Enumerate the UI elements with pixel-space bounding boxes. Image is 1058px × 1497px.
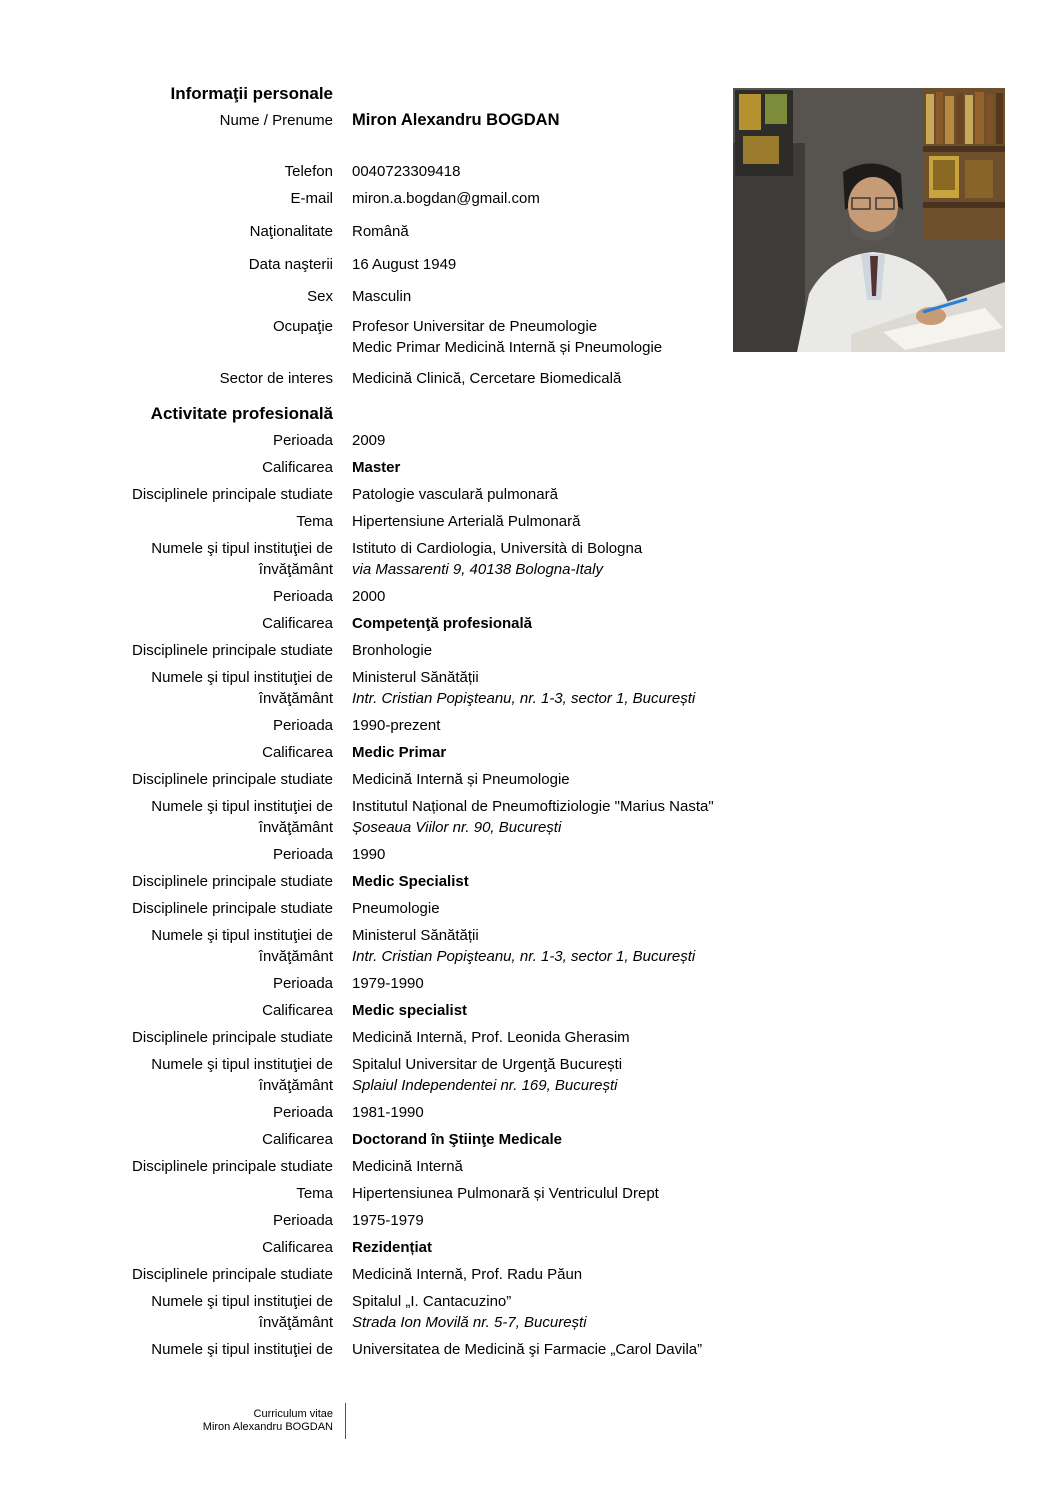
row-value [333,1102,1058,1123]
row-value-line: Medicină Internă [352,1158,463,1175]
row-value [333,1054,1058,1096]
cv-row [0,667,1058,709]
row-value [333,538,1058,580]
row-label-line: Nume / Prenume [219,112,333,129]
row-label [0,1102,333,1123]
row-value [333,1339,1058,1360]
row-value [333,1156,1058,1177]
row-value-line: Intr. Cristian Popişteanu, nr. 1-3, sector 1, București [352,690,696,707]
row-value-line: Pneumologie [352,900,440,917]
row-label [0,511,333,532]
row-value-line: Română [352,223,409,240]
row-value-line: miron.a.bogdan@gmail.com [352,190,540,207]
row-label [0,925,333,967]
footer-author-name: Miron Alexandru BOGDAN [202,1420,333,1433]
cv-row [0,769,1058,790]
row-value [333,925,1058,967]
cv-row [0,1129,1058,1150]
row-value-line: Strada Ion Movilă nr. 5-7, București [352,1314,587,1331]
row-label-line: Data naşterii [248,256,333,273]
row-label [0,1000,333,1021]
row-value [333,511,1058,532]
row-value-line: Medicină Clinică, Cercetare Biomedicală [352,370,622,387]
row-value-line: Profesor Universitar de Pneumologie [352,318,598,335]
row-value-line: 0040723309418 [352,163,461,180]
cv-row [0,898,1058,919]
row-label [0,742,333,763]
row-label-line: învăţământ [258,1077,333,1094]
row-label-line: Ocupaţie [272,318,333,335]
cv-row [0,1183,1058,1204]
row-label-line: învăţământ [258,1314,333,1331]
row-label [0,286,333,307]
row-value [333,769,1058,790]
row-value [333,484,1058,505]
row-value-line: Medic Specialist [352,873,469,890]
section-heading-spacer [333,402,1058,425]
cv-row [0,925,1058,967]
row-value [333,796,1058,838]
row-label [0,769,333,790]
row-label [0,796,333,838]
row-value-line: Hipertensiune Arterială Pulmonară [352,513,581,530]
row-label-line: Numele şi tipul instituţiei de [151,927,333,944]
row-value-line: Bronhologie [352,642,433,659]
row-label [0,161,333,182]
row-value-line: Medicină Internă, Prof. Radu Păun [352,1266,583,1283]
cv-row [0,613,1058,634]
row-value-line: Istituto di Cardiologia, Università di Bologna [352,540,643,557]
row-label [0,586,333,607]
row-label [0,1054,333,1096]
row-value-line: Medic Primar Medicină Internă și Pneumologie [352,339,663,356]
row-value [333,844,1058,865]
cv-row [0,640,1058,661]
row-label-line: Perioada [272,1212,333,1229]
row-value-line: 2000 [352,588,386,605]
row-value-line: Hipertensiunea Pulmonară și Ventriculul Drept [352,1185,659,1202]
row-label [0,254,333,275]
row-label [0,667,333,709]
row-label-line: Disciplinele principale studiate [132,873,333,890]
row-value-line: via Massarenti 9, 40138 Bologna-Italy [352,561,603,578]
row-label-line: Calificarea [262,459,333,476]
row-value-line: Patologie vasculară pulmonară [352,486,558,503]
row-value-line: Doctorand în Ştiinţe Medicale [352,1131,563,1148]
row-value-line: 2009 [352,432,386,449]
row-label-line: Numele şi tipul instituţiei de [151,540,333,557]
section-professional-activity [0,402,1058,1360]
row-value-line: Intr. Cristian Popişteanu, nr. 1-3, sector 1, București [352,948,696,965]
row-label-line: Disciplinele principale studiate [132,486,333,503]
row-value [333,973,1058,994]
row-label-line: Telefon [284,163,333,180]
section-heading-row [0,402,1058,425]
row-value-line: Universitatea de Medicină şi Farmacie „Carol Davila” [352,1341,703,1358]
row-label [0,110,333,131]
row-label [0,1183,333,1204]
row-label-line: Calificarea [262,744,333,761]
row-value-line: Șoseaua Viilor nr. 90, București [352,819,562,836]
row-value [333,1291,1058,1333]
row-value-line: Institutul Național de Pneumoftiziologie "Marius Nasta" [352,798,714,815]
cv-row [0,1054,1058,1096]
page-footer [0,1403,346,1439]
cv-row [0,742,1058,763]
row-value [333,1237,1058,1258]
row-value-line: Medicină Internă și Pneumologie [352,771,570,788]
row-value-line: 1981-1990 [352,1104,424,1121]
row-value-line: 1979-1990 [352,975,424,992]
row-value [333,640,1058,661]
row-value [333,871,1058,892]
row-label-line: Perioada [272,588,333,605]
row-label [0,844,333,865]
cv-row [0,368,1058,389]
row-label [0,1339,333,1360]
cv-row [0,538,1058,580]
row-value [333,667,1058,709]
row-label-line: Tema [296,1185,333,1202]
cv-row [0,457,1058,478]
row-value [333,715,1058,736]
row-value [333,742,1058,763]
cv-row [0,511,1058,532]
footer-divider [345,1403,346,1439]
row-value-line: 1990-prezent [352,717,441,734]
row-value [333,1129,1058,1150]
profile-photo [733,88,1005,352]
row-label [0,715,333,736]
row-value-line: Spitalul „I. Cantacuzino” [352,1293,512,1310]
cv-row [0,1210,1058,1231]
row-label-line: Disciplinele principale studiate [132,1029,333,1046]
row-value-line: Rezidențiat [352,1239,433,1256]
row-label [0,1264,333,1285]
cv-row [0,871,1058,892]
row-label [0,640,333,661]
cv-row [0,844,1058,865]
row-label [0,1291,333,1333]
cv-row [0,1102,1058,1123]
row-value [333,1000,1058,1021]
row-label-line: Sex [307,288,333,305]
row-label [0,1129,333,1150]
row-value-line: Miron Alexandru BOGDAN [352,111,560,129]
row-label-line: Disciplinele principale studiate [132,1266,333,1283]
row-value-line: Medic Primar [352,744,447,761]
row-label-line: Perioada [272,717,333,734]
cv-row [0,586,1058,607]
row-label-line: Numele şi tipul instituţiei de [151,1293,333,1310]
section-title: Activitate profesională [150,404,333,423]
row-label-line: Calificarea [262,1131,333,1148]
row-label-line: Disciplinele principale studiate [132,771,333,788]
row-label [0,316,333,358]
row-label [0,221,333,242]
cv-row [0,1000,1058,1021]
row-label-line: Perioada [272,1104,333,1121]
row-label-line: Disciplinele principale studiate [132,1158,333,1175]
row-value [333,613,1058,634]
row-value-line: Masculin [352,288,412,305]
row-label-line: Tema [296,513,333,530]
row-label [0,871,333,892]
footer-text [0,1403,333,1433]
row-label-line: Sector de interes [219,370,333,387]
row-value [333,586,1058,607]
footer-doc-type: Curriculum vitae [253,1408,333,1420]
row-value-line: Medic specialist [352,1002,468,1019]
row-label-line: Perioada [272,432,333,449]
cv-row [0,1339,1058,1360]
row-label [0,1156,333,1177]
row-value [333,457,1058,478]
cv-row [0,1156,1058,1177]
row-label-line: Naţionalitate [249,223,333,240]
row-label [0,538,333,580]
row-label-line: Calificarea [262,1239,333,1256]
row-value-line: Spitalul Universitar de Urgenţă București [352,1056,623,1073]
cv-row [0,796,1058,838]
row-label-line: Numele şi tipul instituţiei de [151,1341,333,1358]
row-label-line: învăţământ [258,690,333,707]
row-value [333,1210,1058,1231]
cv-row [0,715,1058,736]
row-value-line: 16 August 1949 [352,256,457,273]
row-label-line: Numele şi tipul instituţiei de [151,798,333,815]
row-value-line: Medicină Internă, Prof. Leonida Gherasim [352,1029,630,1046]
row-label [0,484,333,505]
row-label [0,613,333,634]
row-value [333,1264,1058,1285]
cv-row [0,1264,1058,1285]
row-label-line: E-mail [290,190,333,207]
row-value-line: 1990 [352,846,386,863]
cv-row [0,973,1058,994]
row-label [0,368,333,389]
row-label-line: Perioada [272,846,333,863]
row-value-line: 1975-1979 [352,1212,424,1229]
row-label [0,188,333,209]
row-label-line: Calificarea [262,1002,333,1019]
row-value [333,1027,1058,1048]
row-label-line: Numele şi tipul instituţiei de [151,669,333,686]
cv-row [0,484,1058,505]
row-value-line: Ministerul Sănătății [352,669,479,686]
section-title: Informaţii personale [170,84,333,103]
row-label-line: Numele şi tipul instituţiei de [151,1056,333,1073]
cv-row [0,1291,1058,1333]
row-label [0,1027,333,1048]
row-value-line: Ministerul Sănătății [352,927,479,944]
row-label-line: învăţământ [258,819,333,836]
row-label [0,457,333,478]
row-label-line: învăţământ [258,948,333,965]
row-label-line: Calificarea [262,615,333,632]
row-label-line: Disciplinele principale studiate [132,642,333,659]
row-label-line: Perioada [272,975,333,992]
row-value [333,430,1058,451]
row-label [0,1210,333,1231]
cv-row [0,1237,1058,1258]
cv-row [0,1027,1058,1048]
row-value [333,898,1058,919]
row-value [333,1183,1058,1204]
row-label [0,898,333,919]
row-label-line: Disciplinele principale studiate [132,900,333,917]
row-value-line: Splaiul Independentei nr. 169, București [352,1077,618,1094]
row-label [0,430,333,451]
profile-photo-art [733,88,1005,352]
row-label [0,973,333,994]
row-label [0,1237,333,1258]
row-value-line: Master [352,459,401,476]
cv-row [0,430,1058,451]
row-label-line: învăţământ [258,561,333,578]
row-value [333,368,1058,389]
row-value-line: Competenţă profesională [352,615,533,632]
